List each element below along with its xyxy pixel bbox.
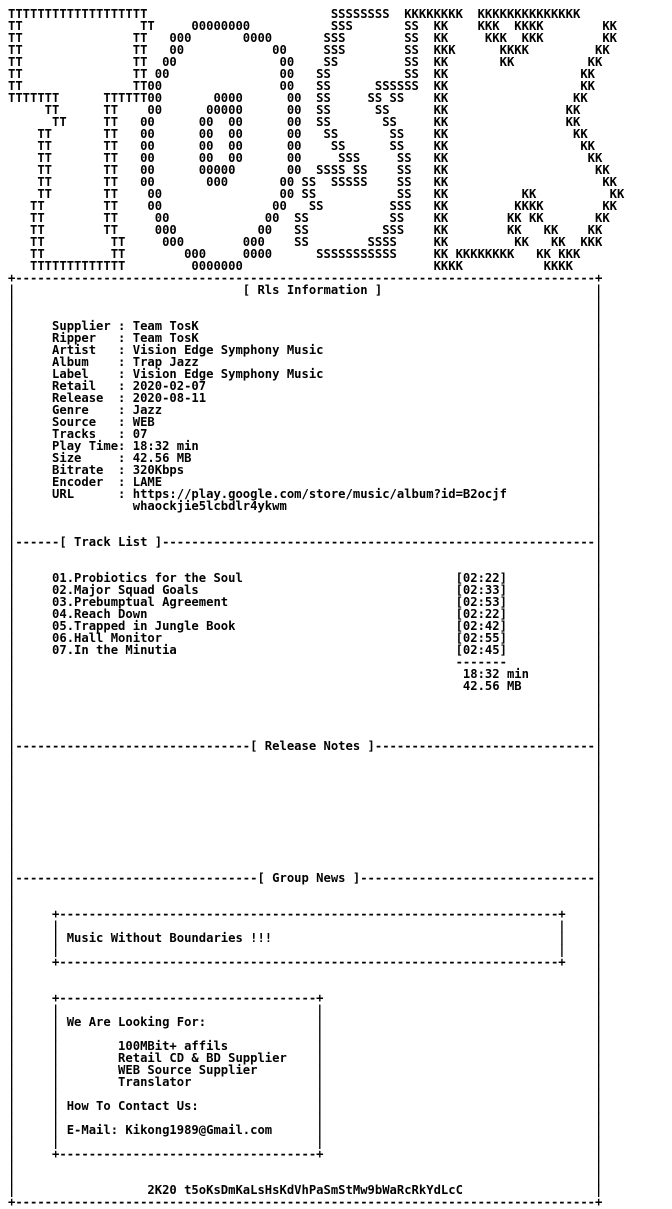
nfo-release-text: TTTTTTTTTTTTTTTTTTT SSSSSSSS KKKKKKKK KKKKKKKKKKKKKK TT TT 00000000 SSS SS KK KKK KKKK KK TT TT 000 0000 SSS SS KK KKK KKK KK TT TT 00 00 SSS SS KKK KKKK KK TT TT 00 00 SS SS KK KK KK TT TT 00 00 SS SS KK KK TT TT00 00 SS SSSSSS KK KK TTTTTTT TTTTTT00 0000 00 SS SS SS KK KK TT TT 00 00000 00 SS SS KK KK TT TT 00 00 00 00 SS SS KK KK TT TT 00 00 00 00 SS SS KK KK TT TT 00 00 00 00 SS SS KK KK TT TT 00 00 00 00 SSS SS KK KK TT TT 00 00000 00 SSSS SS SS KK KK TT TT 00 000 00 SS SSSSS SS KK KK TT TT 00 00 SS SS KK KK KK TT TT 00 00 SS SSS KK KKKK KK TT TT 00 00 SS SS KK KK KK KK TT TT 000 00 SS SSS KK KK KK KK TT TT 000 000 SS SSSS KK KK KK KKK TT TT 000 0000 SSSSSSSSSSS KK KKKKKKKK KK KKK TTTTTTTTTTTTT 0000000 KKKK KKKK +-------------------------------------------------------------------------------+ | [ Rls Information ] | | | | | | Supplier : Team TosK | | Ripper : Team TosK | | Artist : Vision Edge Symphony Music | | Album : Trap Jazz | | Label : Vision Edge Symphony Music | | Retail : 2020-02-07 | | Release : 2020-08-11 | | Genre : Jazz | | Source : WEB | | Tracks : 07 | | Play Time: 18:32 min | | Size : 42.56 MB | | Bitrate : 320Kbps | | Encoder : LAME | | URL : https://play.google.com/store/music/album?id=B2ocjf | | whaockjie5lcbdlr4ykwm | | | | | |------[ Track List ]-----------------------------------------------------------| | | | | | 01.Probiotics for the Soul [02:22] | | 02.Major Squad Goals [02:33] | | 03.Prebumptual Agreement [02:53] | | 04.Reach Down [02:22] | | 05.Trapped in Jungle Book [02:42] | | 06.Hall Monitor [02:55] | | 07.In the Minutia [02:45] | | ------- | | 18:32 min | | 42.56 MB | | | | | | | | | |--------------------------------[ Release Notes ]------------------------------| | | | | | | | | | | | | | | | | | | | | |---------------------------------[ Group News ]--------------------------------| | | | | | +--------------------------------------------------------------------+ | | | | | | | Music Without Boundaries !!! | | | | | | | +--------------------------------------------------------------------+ | | | | | | +-----------------------------------+ | | | | | | | We Are Looking For: | | | | | | | | 100MBit+ affils | | | | Retail CD & BD Supplier | | | | WEB Source Supplier | | | | Translator | | | | | | | | How To Contact Us: | | | | | | | | E-Mail: Kikong1989@Gmail.com | | | | | | | +-----------------------------------+ | | | | | | 2K20 t5oKsDmKaLsHsKdVhPaSmStMw9bWaRcRkYdLcC | +-------------------------------------------------------------------------------+ <box>8 7 625 1209</box>
